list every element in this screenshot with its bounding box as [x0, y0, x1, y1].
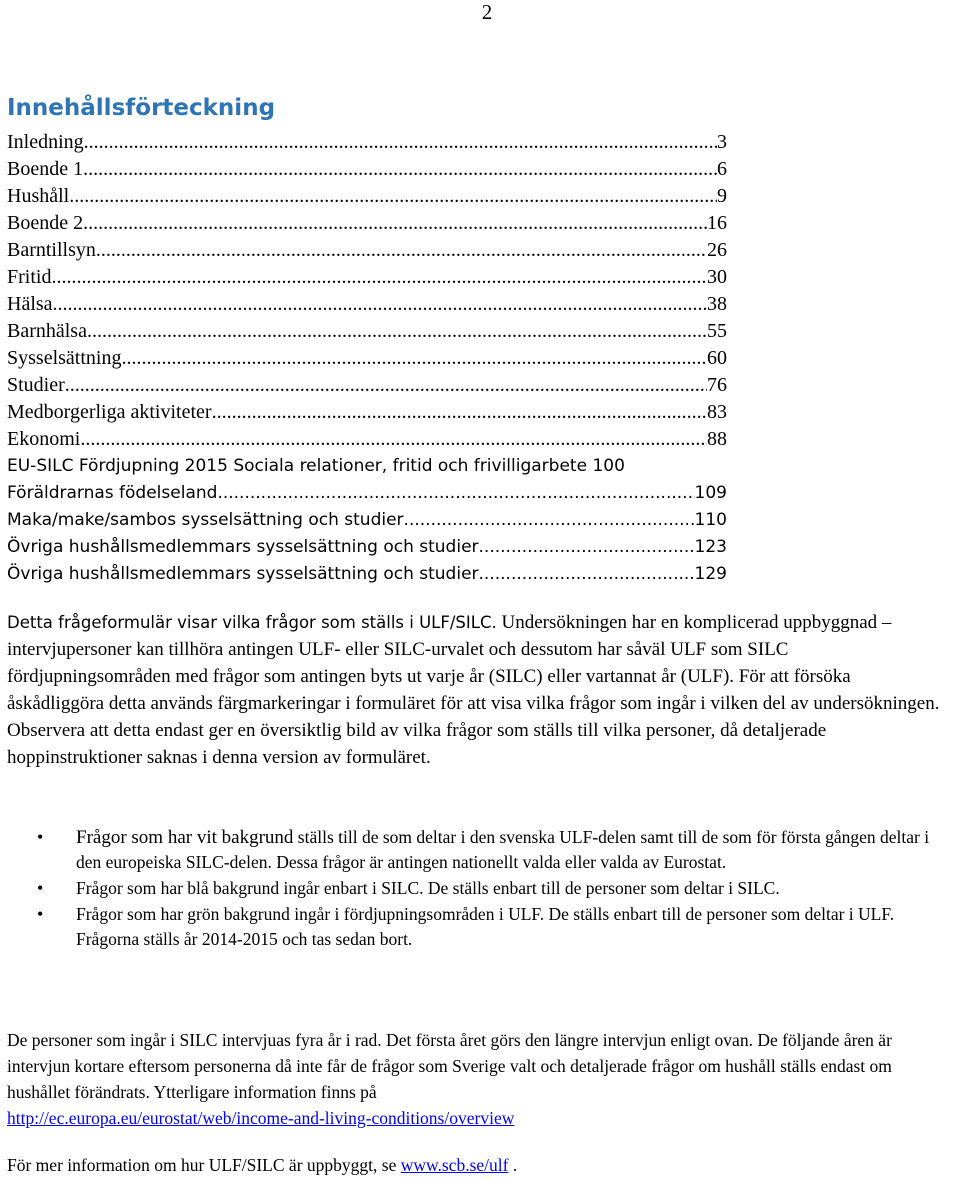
contact-text: För mer information om hur ULF/SILC är uppbyggt, se	[7, 1155, 401, 1175]
bullet-text: Frågor som har grön bakgrund ingår i fördjupningsområden i ULF. De ställs enbart till de personer som deltar i ULF. Frågorna ställs år 2014-2015 och tas sedan bort.	[76, 904, 895, 949]
toc-entry-label: Barntillsyn	[7, 239, 96, 261]
table-of-contents	[7, 129, 737, 588]
toc-entry[interactable]	[7, 318, 727, 345]
toc-entry[interactable]	[7, 453, 737, 480]
toc-entry-page: 123	[694, 537, 727, 557]
toc-entry-page: 26	[707, 239, 727, 261]
toc-entry[interactable]	[7, 399, 727, 426]
toc-entry[interactable]	[7, 480, 727, 507]
toc-entry-page: 38	[707, 293, 727, 315]
toc-entry-label: Boende 1	[7, 158, 84, 180]
list-item	[7, 876, 957, 901]
toc-entry-label: Boende 2	[7, 212, 84, 234]
toc-leader	[87, 318, 707, 345]
toc-entry[interactable]	[7, 426, 727, 453]
toc-leader	[53, 291, 707, 318]
toc-entry-label: Övriga hushållsmedlemmars sysselsättning och studier	[7, 537, 479, 557]
toc-entry[interactable]	[7, 534, 727, 561]
intro-body: Undersökningen har en komplicerad uppbyggnad – intervjupersoner kan tillhöra antingen ULF- eller SILC-urvalet och dessutom har såväl ULF som SILC fördjupningsområden med frågor som antingen byts ut varje år (SILC) eller vartannat år (ULF). För att försöka åskådliggöra detta används färgmarkeringar i formuläret för att visa vilka frågor som ingår i vilken del av undersökningen. Observera att detta endast ger en översiktlig bild av vilka frågor som ställs till vilka personer, då detaljerade hoppinstruktioner saknas i denna version av formuläret.	[7, 612, 940, 768]
toc-leader	[96, 237, 707, 264]
toc-entry[interactable]	[7, 291, 727, 318]
page-number: 2	[481, 0, 493, 24]
toc-entry-page: 3	[717, 131, 727, 153]
toc-entry[interactable]	[7, 345, 727, 372]
bullet-icon: •	[37, 878, 44, 898]
toc-leader	[83, 156, 717, 183]
toc-entry[interactable]	[7, 237, 727, 264]
toc-entry[interactable]	[7, 129, 727, 156]
toc-leader	[404, 507, 695, 534]
toc-leader	[212, 399, 707, 426]
toc-entry-label: Barnhälsa	[7, 320, 87, 342]
toc-leader	[121, 345, 707, 372]
list-item	[7, 902, 957, 952]
bullet-text: Frågor som har blå bakgrund ingår enbart i SILC. De ställs enbart till de personer som deltar i SILC.	[76, 878, 780, 898]
toc-entry-label: Maka/make/sambos sysselsättning och studier	[7, 510, 404, 530]
toc-entry-page: 55	[707, 320, 727, 342]
list-item	[7, 825, 957, 875]
toc-entry-page: 30	[707, 266, 727, 288]
toc-entry-page: 6	[717, 158, 727, 180]
toc-leader	[217, 480, 694, 507]
silc-info-paragraph	[7, 1027, 952, 1131]
bullet-icon: •	[37, 904, 44, 924]
contact-paragraph	[7, 1152, 517, 1178]
toc-entry-page: 16	[707, 212, 727, 234]
toc-entry-label: Inledning	[7, 131, 84, 153]
toc-entry[interactable]	[7, 372, 727, 399]
toc-leader	[69, 183, 717, 210]
toc-entry[interactable]	[7, 156, 727, 183]
eurostat-link[interactable]: http://ec.europa.eu/eurostat/web/income-and-living-conditions/overview	[7, 1108, 515, 1128]
toc-entry-label: Hälsa	[7, 293, 53, 315]
toc-entry-label: Hushåll	[7, 185, 70, 207]
bullet-icon: •	[37, 827, 44, 847]
toc-entry-label: Ekonomi	[7, 428, 81, 450]
toc-leader	[51, 264, 707, 291]
scb-link[interactable]: www.scb.se/ulf	[400, 1155, 509, 1175]
toc-leader	[83, 210, 707, 237]
toc-entry-page: 109	[694, 483, 727, 503]
toc-entry-label: EU-SILC Fördjupning 2015 Sociala relationer, fritid och frivilligarbete 100	[7, 456, 625, 476]
color-legend-list	[7, 825, 957, 953]
intro-paragraph	[7, 609, 952, 771]
outro-text: De personer som ingår i SILC intervjuas fyra år i rad. Det första året görs den längre intervjun enligt ovan. De följande åren är intervjun kortare eftersom personerna då inte får de frågor som Sverige valt och detaljerade frågor om hushåll ställs endast om hushållet förändrats. Ytterligare information finns på	[7, 1030, 892, 1102]
toc-leader	[479, 534, 695, 561]
toc-leader	[84, 129, 717, 156]
toc-entry-label: Sysselsättning	[7, 347, 122, 369]
toc-entry[interactable]	[7, 507, 727, 534]
toc-entry-page: 9	[717, 185, 727, 207]
toc-entry[interactable]	[7, 210, 727, 237]
toc-entry-label: Föräldrarnas födelseland	[7, 483, 218, 503]
toc-entry[interactable]	[7, 264, 727, 291]
toc-entry-page: 88	[707, 428, 727, 450]
toc-entry[interactable]	[7, 561, 727, 588]
toc-entry-label: Studier	[7, 374, 65, 396]
toc-leader	[80, 426, 707, 453]
bullet-lead: Frågor som har vit bakgrund	[76, 827, 294, 848]
toc-entry-label: Fritid	[7, 266, 52, 288]
toc-entry-page: 60	[707, 347, 727, 369]
toc-entry-label: Övriga hushållsmedlemmars sysselsättning och studier	[7, 564, 479, 584]
toc-entry-page: 129	[694, 564, 727, 584]
toc-title: Innehållsförteckning	[7, 95, 276, 121]
contact-suffix: .	[508, 1155, 518, 1175]
toc-entry-page: 76	[707, 374, 727, 396]
toc-leader	[65, 372, 707, 399]
toc-entry-page: 110	[694, 510, 727, 530]
bullet-text: ställs till de som deltar i den svenska ULF-delen samt till de som för första gången deltar i den europeiska SILC-delen. Dessa frågor är antingen nationellt valda eller valda av Eurostat.	[76, 827, 930, 872]
intro-lead: Detta frågeformulär visar vilka frågor som ställs i ULF/SILC.	[7, 613, 497, 632]
toc-entry-page: 83	[707, 401, 727, 423]
toc-entry-label: Medborgerliga aktiviteter	[7, 401, 212, 423]
toc-leader	[479, 561, 695, 588]
toc-entry[interactable]	[7, 183, 727, 210]
